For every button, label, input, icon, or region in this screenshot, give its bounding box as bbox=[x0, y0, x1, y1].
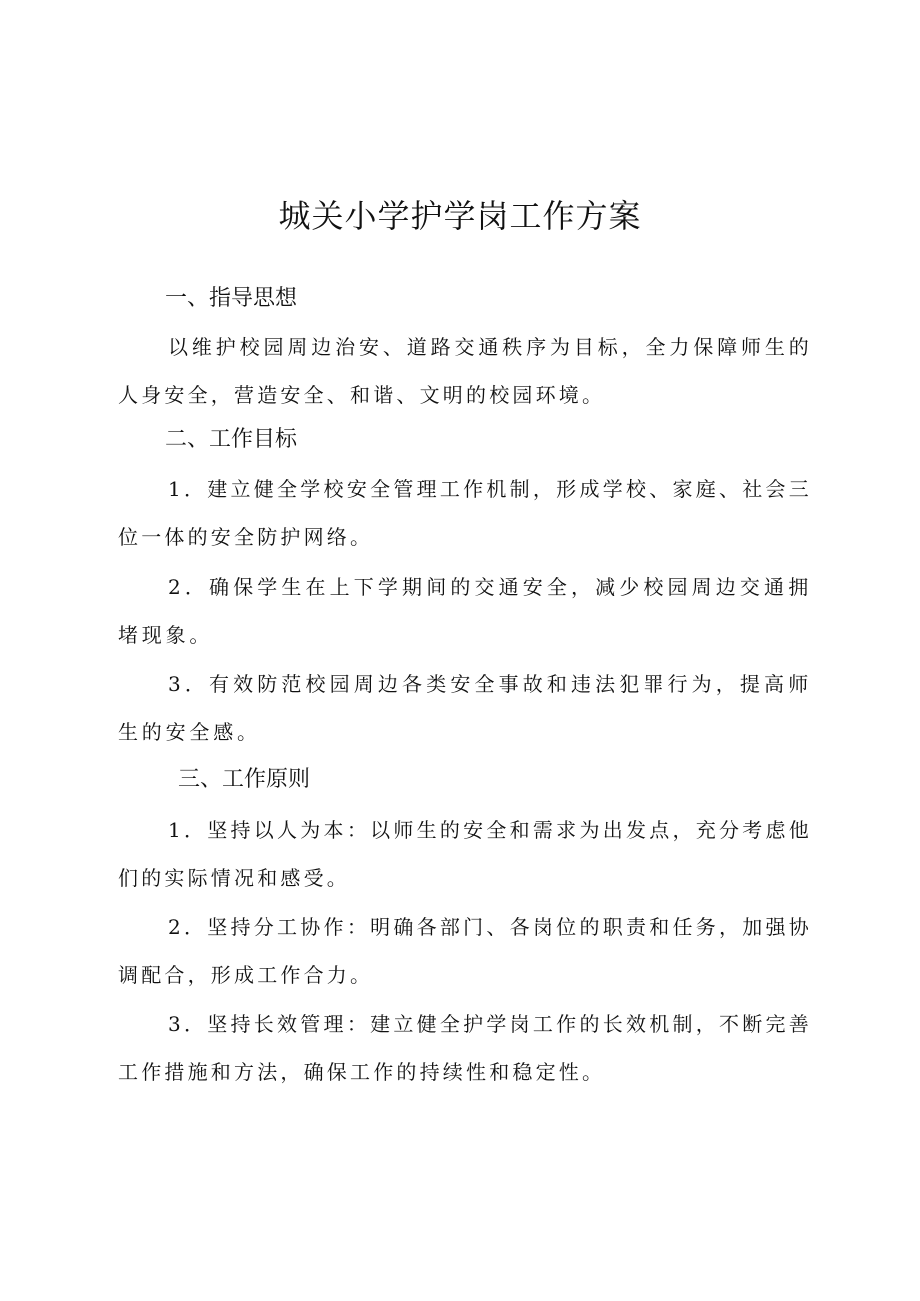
work-goal-2: 2．确保学生在上下学期间的交通安全，减少校园周边交通拥堵现象。 bbox=[118, 575, 812, 647]
work-goal-3: 3．有效防范校园周边各类安全事故和违法犯罪行为，提高师生的安全感。 bbox=[118, 672, 812, 744]
guiding-ideology-paragraph: 以维护校园周边治安、道路交通秩序为目标，全力保障师生的人身安全，营造安全、和谐、文明的校园环境。 bbox=[118, 335, 812, 407]
work-principle-2: 2．坚持分工协作：明确各部门、各岗位的职责和任务，加强协调配合，形成工作合力。 bbox=[118, 915, 812, 987]
section-heading-work-principles: 三、工作原则 bbox=[178, 767, 311, 792]
work-principle-3: 3．坚持长效管理：建立健全护学岗工作的长效机制，不断完善工作措施和方法，确保工作的持续性和稳定性。 bbox=[118, 1012, 812, 1084]
work-goal-1: 1．建立健全学校安全管理工作机制，形成学校、家庭、社会三位一体的安全防护网络。 bbox=[118, 477, 812, 549]
document-title: 城关小学护学岗工作方案 bbox=[278, 197, 642, 235]
work-principle-1: 1．坚持以人为本：以师生的安全和需求为出发点，充分考虑他们的实际情况和感受。 bbox=[118, 818, 812, 890]
section-heading-guiding-ideology: 一、指导思想 bbox=[165, 286, 298, 311]
section-heading-work-goals: 二、工作目标 bbox=[165, 427, 298, 452]
